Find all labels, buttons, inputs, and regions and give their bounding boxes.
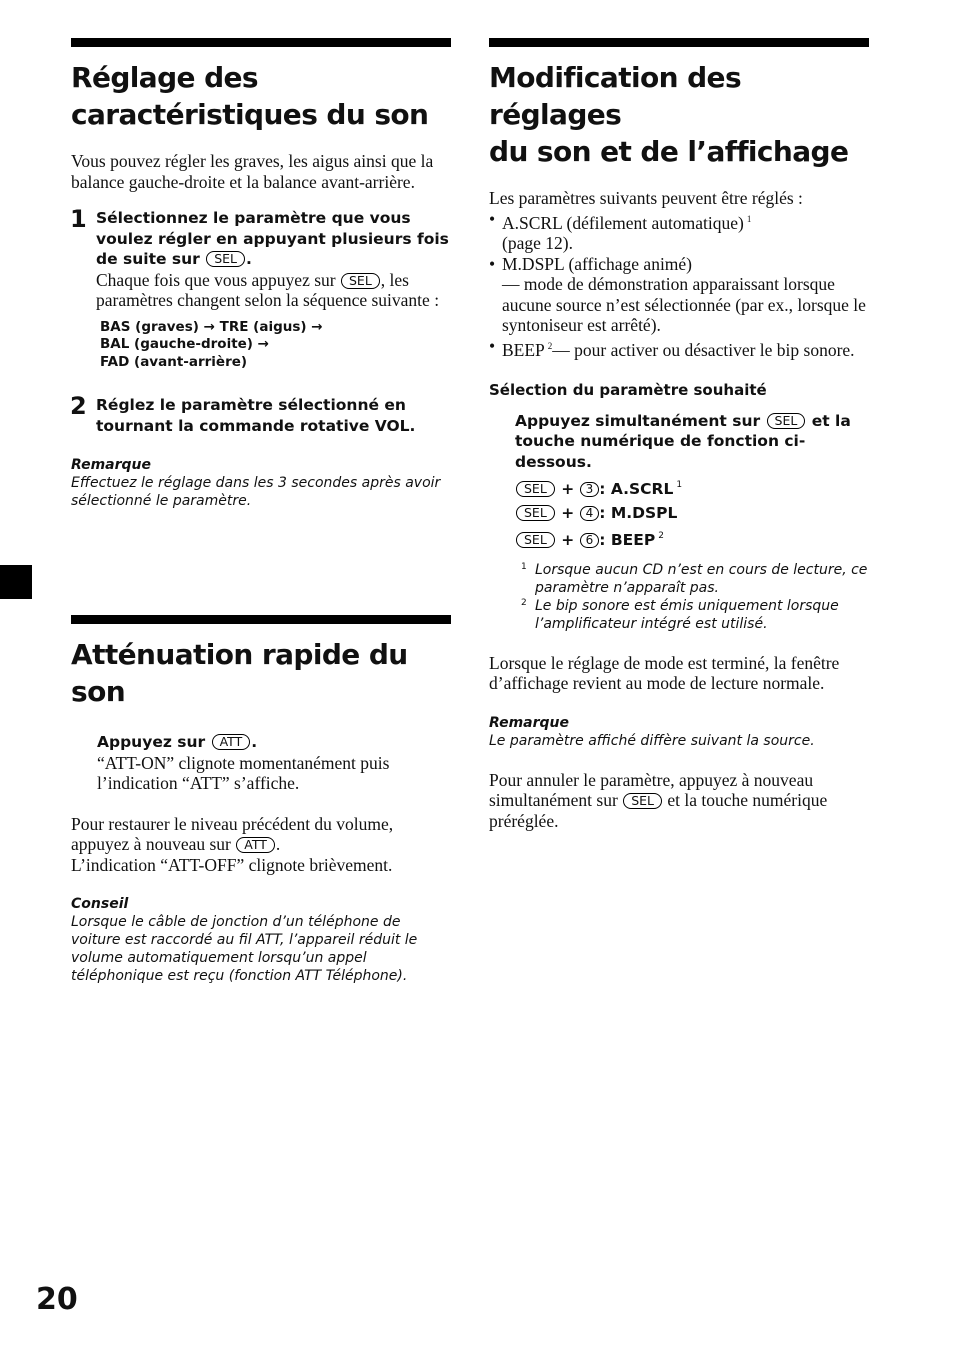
footnote-ref: 2 bbox=[658, 531, 664, 541]
section-title-sound bbox=[71, 59, 451, 133]
sel-key: SEL bbox=[623, 793, 662, 809]
plus-sign: + bbox=[561, 480, 575, 498]
step-1-body-text-2: , les paramètres changent selon la séquence suivante : bbox=[96, 269, 440, 310]
left-column-section-2 bbox=[71, 615, 451, 985]
combo-beep bbox=[515, 525, 869, 553]
att-step bbox=[97, 732, 451, 794]
footnote-ref: 2 bbox=[547, 340, 553, 351]
tip-heading: Conseil bbox=[71, 896, 129, 912]
bullet-mdspl bbox=[489, 254, 869, 336]
title-line-1: Réglage des bbox=[71, 61, 258, 94]
period: . bbox=[251, 733, 258, 751]
bullet-text-2: — mode de démonstration apparaissant lorsque aucune source n’est sélectionnée (par ex., lorsque le syntoniseur est arrêté). bbox=[502, 274, 866, 335]
step-1-heading bbox=[96, 208, 451, 270]
bullet-text: BEEP bbox=[502, 339, 545, 360]
section-rule bbox=[71, 615, 451, 624]
step-1-heading-text: Sélectionnez le paramètre que vous voulez régler en appuyant plusieurs fois de suite sur bbox=[96, 209, 449, 268]
footnote-ref: 1 bbox=[746, 213, 752, 224]
note-heading: Remarque bbox=[71, 457, 152, 473]
att-step-body: “ATT-ON” clignote momentanément puis l’indication “ATT” s’affiche. bbox=[97, 752, 390, 793]
note-body: Effectuez le réglage dans les 3 secondes après avoir sélectionné le paramètre. bbox=[71, 475, 441, 509]
plus-sign: + bbox=[561, 531, 575, 549]
combo-ascrl bbox=[515, 474, 869, 502]
bullet-dot: • bbox=[489, 208, 496, 229]
sel-key: SEL bbox=[516, 481, 555, 497]
sequence-line: FAD (avant-arrière) bbox=[100, 353, 248, 370]
selection-step-heading-text: Appuyez simultanément sur bbox=[515, 411, 761, 430]
restore-text: Pour restaurer le niveau précédent du volume, appuyez à nouveau sur bbox=[71, 813, 394, 854]
section-rule bbox=[489, 38, 869, 47]
note bbox=[71, 456, 451, 510]
combo-label: : A.SCRL bbox=[599, 480, 674, 498]
bullet-ascrl bbox=[489, 209, 869, 254]
note-heading: Remarque bbox=[489, 714, 570, 731]
period: . bbox=[246, 250, 252, 268]
step-number: 2 bbox=[70, 392, 87, 420]
combo-label: : M.DSPL bbox=[599, 503, 678, 522]
sequence-line: BAS (graves) → TRE (aigus) → bbox=[100, 318, 323, 335]
step-1 bbox=[70, 205, 451, 371]
restore-text-2: L’indication “ATT-OFF” clignote brièvement. bbox=[71, 854, 393, 875]
section-rule bbox=[71, 38, 451, 47]
number-key-3: 3 bbox=[580, 482, 600, 497]
footnotes bbox=[521, 561, 869, 633]
tip bbox=[71, 895, 451, 985]
page-number: 20 bbox=[36, 1282, 78, 1317]
title-line-2: caractéristiques du son bbox=[71, 98, 429, 131]
number-key-4: 4 bbox=[580, 506, 600, 521]
footnote-ref: 1 bbox=[676, 480, 683, 490]
att-key: ATT bbox=[212, 734, 251, 750]
step-2 bbox=[70, 392, 451, 436]
note bbox=[489, 714, 869, 750]
bullet-text-2: — pour activer ou désactiver le bip sonore. bbox=[552, 339, 855, 360]
footnote-mark: 1 bbox=[521, 561, 527, 572]
bullet-dot: • bbox=[489, 335, 496, 356]
footnote-text: Le bip sonore est émis uniquement lorsque l’amplificateur intégré est utilisé. bbox=[535, 597, 839, 632]
sel-key: SEL bbox=[341, 273, 380, 289]
footnote-text: Lorsque aucun CD n’est en cours de lecture, ce paramètre n’apparaît pas. bbox=[535, 561, 868, 596]
cancel-text-2: et la touche numérique préréglée. bbox=[489, 790, 828, 831]
title-line-2: du son et de l’affichage bbox=[489, 135, 849, 168]
intro-text: Les paramètres suivants peuvent être réglés : bbox=[489, 188, 803, 208]
tip-body: Lorsque le câble de jonction d’un téléphone de voiture est raccordé au fil ATT, l’appareil réduit le volume automatiquement lorsqu’un appel téléphonique est reçu (fonction ATT Téléphone). bbox=[71, 914, 418, 984]
left-column bbox=[71, 38, 451, 510]
step-2-heading: Réglez le paramètre sélectionné en tournant la commande rotative VOL. bbox=[96, 396, 416, 435]
att-step-heading-text: Appuyez sur bbox=[97, 733, 206, 751]
att-restore-text bbox=[71, 814, 451, 876]
sel-key: SEL bbox=[516, 532, 555, 548]
selection-step-heading-text-2: et la touche numérique de fonction ci-dessous. bbox=[515, 411, 851, 471]
selection-step bbox=[515, 411, 869, 633]
bullet-beep bbox=[489, 336, 869, 361]
bullet-dot: • bbox=[489, 253, 496, 274]
bullet-text-2: (page 12). bbox=[502, 233, 573, 253]
sel-key: SEL bbox=[206, 251, 245, 267]
plus-sign: + bbox=[561, 503, 575, 522]
selection-step-heading bbox=[515, 411, 869, 473]
sequence-line: BAL (gauche-droite) → bbox=[100, 336, 269, 352]
footnote-2 bbox=[521, 597, 869, 633]
combo-label: : BEEP bbox=[599, 531, 656, 549]
att-step-heading bbox=[97, 732, 451, 753]
mode-end-text: Lorsque le réglage de mode est terminé, la fenêtre d’affichage revient au mode de lecture normale. bbox=[489, 652, 840, 693]
section-title-modification bbox=[489, 59, 869, 170]
note-body: Le paramètre affiché diffère suivant la source. bbox=[489, 732, 815, 749]
number-key-6: 6 bbox=[580, 533, 600, 548]
sel-key: SEL bbox=[516, 505, 555, 521]
subsection-heading: Sélection du paramètre souhaité bbox=[489, 381, 767, 399]
right-column bbox=[489, 38, 869, 831]
step-1-body bbox=[96, 270, 451, 311]
period: . bbox=[275, 834, 281, 854]
intro-text: Vous pouvez régler les graves, les aigus ainsi que la balance gauche-droite et la balance avant-arrière. bbox=[71, 151, 434, 192]
chapter-tab-marker bbox=[0, 565, 32, 599]
step-number: 1 bbox=[70, 205, 87, 233]
footnote-mark: 2 bbox=[521, 597, 527, 608]
step-1-body-text: Chaque fois que vous appuyez sur bbox=[96, 269, 336, 290]
footnote-1 bbox=[521, 561, 869, 597]
bullet-text: A.SCRL (défilement automatique) bbox=[502, 212, 744, 233]
section-title-attenuation: Atténuation rapide du son bbox=[71, 638, 408, 708]
combo-mdspl bbox=[515, 502, 869, 526]
parameter-sequence bbox=[100, 319, 451, 372]
att-key: ATT bbox=[236, 837, 275, 853]
cancel-text-1: Pour annuler le paramètre, appuyez à nouveau simultanément sur bbox=[489, 769, 814, 810]
cancel-text bbox=[489, 770, 869, 832]
title-line-1: Modification des réglages bbox=[489, 61, 742, 131]
sel-key: SEL bbox=[767, 413, 806, 429]
key-combinations bbox=[515, 474, 869, 553]
bullet-text: M.DSPL (affichage animé) bbox=[502, 253, 693, 274]
